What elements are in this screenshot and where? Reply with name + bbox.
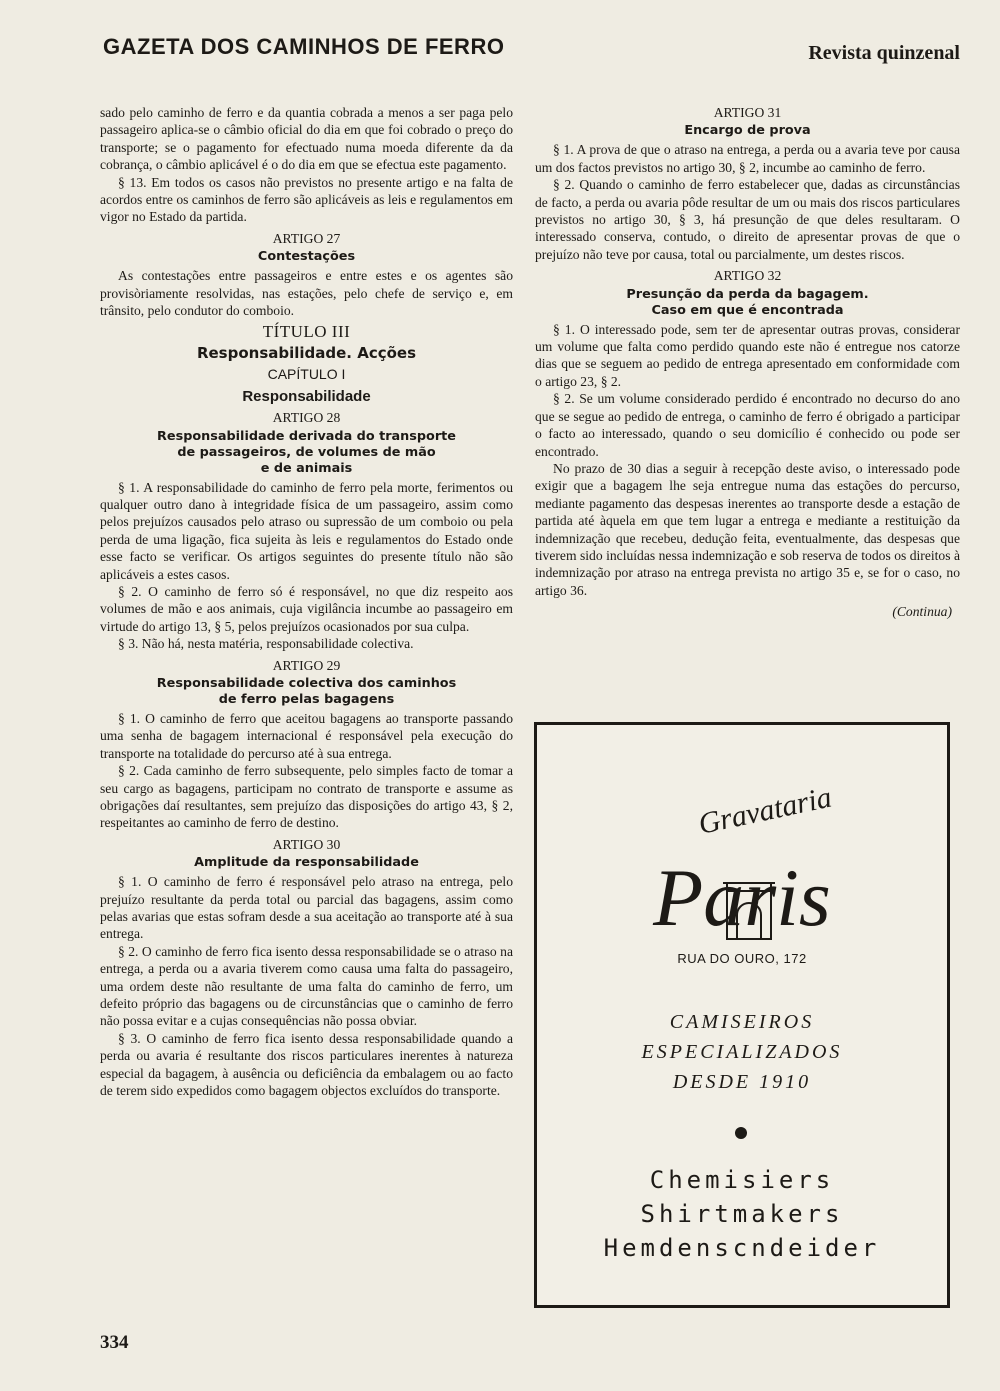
page-number: 334 — [100, 1332, 129, 1353]
article-title-line: Presunção da perda da bagagem. — [626, 286, 869, 302]
paragraph: § 1. A responsabilidade do caminho de ferro pela morte, ferimentos ou qualquer outro dano à integridade física de um passageiro, assim como pelos prejuízos causados pelo atraso ou supressão de um comboio ou pela perda de uma ligação, fica sujeita às leis e regulamentos do Estado onde esse facto se verificar. Os artigos seguintes do presente título não são aplicáveis a estes casos. — [100, 479, 513, 582]
paragraph: No prazo de 30 dias a seguir à recepção deste aviso, o interessado pode exigir que a bagagem lhe seja entregue numa das estações do percurso, mediante pagamento das despesas inerentes ao transporte desde a estação de partida até àquela em que tem lugar a entrega e mediante a restituição da indemnização que recebeu, dedução feita, eventualmente, das despesas que tiverem sido incluídas nessa indemnização e sob reserva de todos os direitos à indemnização por atraso na entrega prevista no artigo 35 e, se for o caso, no artigo 36. — [535, 460, 960, 598]
ad-tagline-line: CAMISEIROS — [669, 1011, 815, 1033]
article-title-line: de passageiros, de volumes de mão — [177, 444, 436, 460]
logo-script: Paris — [653, 852, 831, 943]
ad-tagline-line: ESPECIALIZADOS — [641, 1041, 843, 1063]
paragraph: sado pelo caminho de ferro e da quantia cobrada a menos a ser paga pelo passageiro aplica-se o câmbio oficial do dia em que foi cobrado o preço do transporte; se o pagamento for efectuado numa moeda diferente da da cobrança, o câmbio aplicável é o do dia em que se efectua este pagamento. — [100, 105, 513, 173]
advertisement — [534, 722, 950, 1308]
article-title-line: de ferro pelas bagagens — [218, 691, 395, 707]
article-number: ARTIGO 28 — [272, 410, 341, 426]
title-name: Responsabilidade. Acções — [196, 343, 417, 362]
article-title-line: Responsabilidade derivada do transporte — [157, 428, 456, 444]
paragraph: § 2. Quando o caminho de ferro estabelecer que, dadas as circunstâncias de facto, a perda ou avaria pôde resultar de um ou mais dos riscos particulares previstos no artigo 30, § 3, há presunção de que deles resultaram. O interessado conserva, contudo, o direito de apresentar provas de que o prejuízo não teve por causa, total ou parcialmente, um destes riscos. — [535, 177, 960, 262]
paragraph: § 1. O caminho de ferro que aceitou bagagens ao transporte passando uma senha de bagagem internacional é responsável pela execução do transporte na totalidade do percurso até à sua entrega. — [100, 710, 513, 761]
article-number: ARTIGO 31 — [713, 105, 782, 120]
article-title — [100, 429, 513, 477]
store-address: RUA DO OURO, 172 — [677, 951, 807, 966]
article-title: Encargo de prova — [684, 123, 811, 139]
logo-text: Gravataria — [695, 780, 835, 841]
title-number: TÍTULO III — [262, 322, 351, 342]
ad-translation-line: Hemdenscndeider — [603, 1234, 881, 1262]
chapter-number: CAPÍTULO I — [267, 366, 346, 383]
paragraph: § 3. Não há, nesta matéria, responsabilidade colectiva. — [118, 636, 414, 652]
gravataria-paris-logo — [627, 765, 857, 965]
article-title-line: Responsabilidade colectiva dos caminhos — [156, 675, 457, 691]
article-title-line: e de animais — [260, 460, 353, 476]
ad-translations — [537, 1163, 947, 1265]
ad-tagline-line: DESDE 1910 — [672, 1071, 812, 1093]
article-number: ARTIGO 32 — [713, 268, 782, 284]
left-column — [100, 104, 513, 1100]
magazine-subtitle: Revista quinzenal — [808, 42, 960, 64]
paragraph: § 1. A prova de que o atraso na entrega, a perda ou a avaria teve por causa um dos factos previstos no artigo 30, § 2, incumbe ao caminho de ferro. — [535, 142, 960, 175]
article-title-line: Caso em que é encontrada — [651, 302, 844, 318]
paragraph: § 1. O caminho de ferro é responsável pelo atraso na entrega, pelo prejuízo resultante da perda total ou parcial das bagagens, assim como pelas avarias que estas sofram desde a sua aceitação ao transporte até à sua entrega. — [100, 874, 513, 942]
paragraph: § 2. O caminho de ferro só é responsável, no que diz respeito aos volumes de mão e aos animais, cuja vigilância incumbe ao passageiro em virtude do artigo 13, § 5, pelos prejuízos ocasionados por sua culpa. — [100, 583, 513, 634]
paragraph: § 1. O interessado pode, sem ter de apresentar outras provas, considerar um volume que falta como perdido quando este não é entregue nos catorze dias que se seguem ao pedido de entrega apresentado em conformidade com o artigo 23, § 2. — [535, 321, 960, 389]
paragraph: § 13. Em todos os casos não previstos no presente artigo e na falta de acordos entre os caminhos de ferro são aplicáveis as leis e regulamentos em vigor no Estado da partida. — [100, 174, 513, 225]
chapter-name: Responsabilidade — [242, 387, 371, 405]
article-number: ARTIGO 30 — [272, 836, 341, 852]
paragraph: § 2. Cada caminho de ferro subsequente, pelo simples facto de tomar a seu cargo as bagagens, participam no contrato de transporte e assume as obrigações daí resultantes, sem prejuízo das disposições do artigo 43, § 2, respeitantes ao caminho de ferro de destino. — [100, 763, 513, 831]
article-number: ARTIGO 27 — [272, 230, 341, 246]
article-title: Contestações — [257, 249, 356, 265]
article-number: ARTIGO 29 — [272, 657, 341, 673]
ad-translation-line: Shirtmakers — [640, 1200, 844, 1228]
article-title — [100, 676, 513, 708]
article-title — [535, 287, 960, 319]
ad-tagline — [537, 1007, 947, 1097]
paragraph: As contestações entre passageiros e entre estes e os agentes são provisòriamente resolvidas, nas estações, pelo chefe de serviço e, em trânsito, pelo condutor do comboio. — [100, 268, 513, 319]
ad-translation-line: Chemisiers — [649, 1166, 835, 1194]
article-title: Amplitude da responsabilidade — [194, 855, 419, 871]
magazine-title: GAZETA DOS CAMINHOS DE FERRO — [103, 34, 505, 59]
paragraph: § 2. Se um volume considerado perdido é encontrado no decurso do ano que se segue ao pedido de entrega, o caminho de ferro é obrigado a participar o facto ao interessado, quando o seu domicílio é conhecido ou pode ser encontrado. — [535, 391, 960, 459]
paragraph: § 3. O caminho de ferro fica isento dessa responsabilidade quando a perda ou avaria é resultante dos riscos particulares inerentes à natureza especial da bagagem, à ausência ou deficiência da embalagem ou ao facto de terem sido expedidos como bagagem objectos excluídos do transporte. — [100, 1030, 513, 1099]
continued-note: (Continua) — [892, 604, 952, 620]
paragraph: § 2. O caminho de ferro fica isento dessa responsabilidade se o atraso na entrega, a perda ou a avaria tiverem como causa uma falta do passageiro, uma ordem deste não resultante de uma falta do caminho de ferro, um defeito próprio das bagagens ou de circunstâncias que o caminho de ferro não possa evitar e a cujas consequências não possa obviar. — [100, 943, 513, 1029]
right-column — [535, 104, 960, 621]
bullet-dot-icon — [735, 1127, 747, 1139]
